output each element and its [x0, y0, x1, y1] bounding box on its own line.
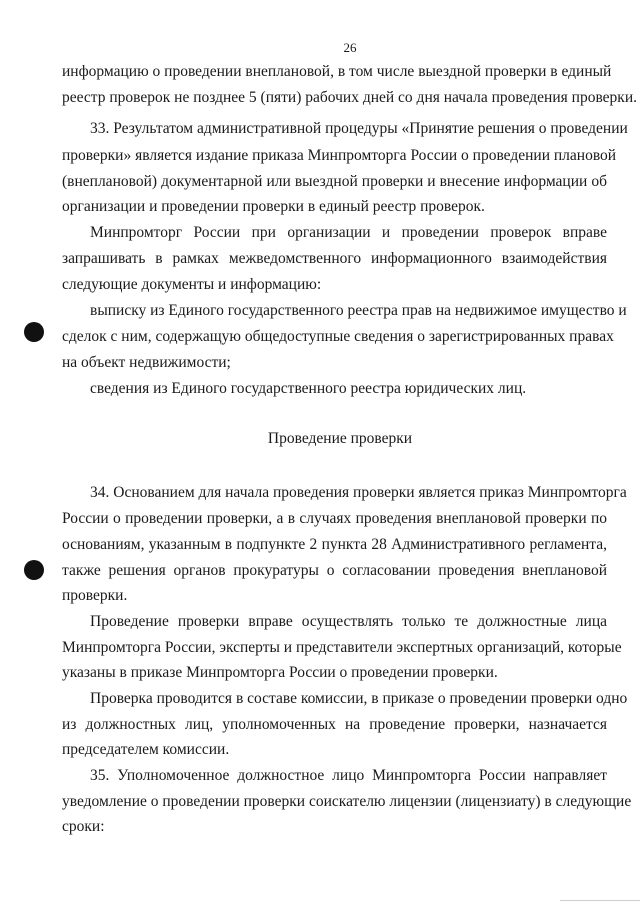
text-line: реестр проверок не позднее 5 (пяти) рабочих дней со дня начала проведения проверки.	[62, 89, 638, 106]
text-line: России о проведении проверки, а в случаях проведения внеплановой проверки по	[62, 510, 607, 527]
list-item-first-line: выписку из Единого государственного реестра прав на недвижимое имущество и	[90, 302, 627, 319]
text-line: Минпромторга России, эксперты и представители экспертных организаций, которые	[62, 639, 622, 656]
text-line: проверки» является издание приказа Минпромторга России о проведении плановой	[62, 147, 617, 164]
list-item-line: сведения из Единого государственного реестра юридических лиц.	[90, 380, 527, 397]
text-line: запрашивать в рамках межведомственного информационного взаимодействия	[62, 250, 607, 267]
paragraph-34-first-line: 34. Основанием для начала проведения проверки является приказ Минпромторга	[90, 484, 627, 501]
punch-hole-mark	[24, 322, 44, 342]
paragraph-35-first-line: 35. Уполномоченное должностное лицо Минпромторга России направляет	[90, 767, 607, 784]
section-heading: Проведение проверки	[267, 430, 413, 447]
text-line: на объект недвижимости;	[62, 354, 231, 371]
text-line: сроки:	[62, 818, 105, 835]
text-line: следующие документы и информацию:	[62, 276, 322, 293]
paragraph-first-line: Проведение проверки вправе осуществлять только те должностные лица	[90, 613, 607, 630]
paragraph-first-line: Проверка проводится в составе комиссии, в приказе о проведении проверки одно	[90, 690, 628, 707]
text-line: также решения органов прокуратуры о согласовании проведения внеплановой	[62, 562, 607, 579]
text-line: организации и проведении проверки в единый реестр проверок.	[62, 198, 485, 215]
punch-hole-mark	[24, 560, 44, 580]
text-line: проверки.	[62, 587, 128, 604]
text-line: сделок с ним, содержащую общедоступные сведения о зарегистрированных правах	[62, 328, 614, 345]
text-line: из должностных лиц, уполномоченных на проведение проверки, назначается	[62, 716, 607, 733]
paragraph-33-first-line: 33. Результатом административной процедуры «Принятие решения о проведении	[90, 120, 628, 137]
text-line: информацию о проведении внеплановой, в том числе выездной проверки в единый	[62, 63, 612, 80]
scan-edge-line	[560, 900, 640, 901]
text-line: председателем комиссии.	[62, 741, 230, 758]
text-line: основаниям, указанным в подпункте 2 пункта 28 Административного регламента,	[62, 536, 607, 553]
page-number: 26	[343, 40, 357, 55]
text-line: указаны в приказе Минпромторга России о проведении проверки.	[62, 664, 498, 681]
text-line: (внеплановой) документарной или выездной проверки и внесение информации об	[62, 173, 607, 190]
paragraph-first-line: Минпромторг России при организации и проведении проверок вправе	[90, 224, 607, 241]
text-line: уведомление о проведении проверки соискателю лицензии (лицензиату) в следующие	[62, 793, 632, 810]
